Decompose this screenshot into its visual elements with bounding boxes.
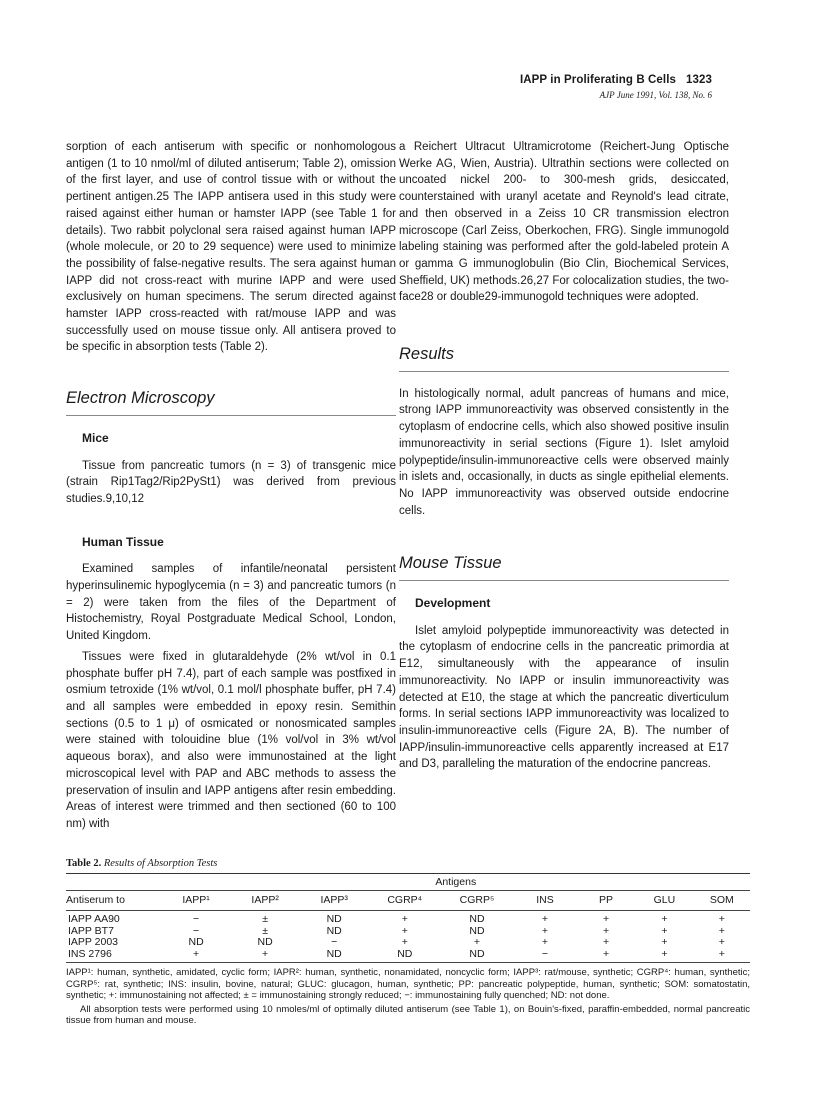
table-cell: + xyxy=(231,949,300,963)
table-row xyxy=(66,911,750,926)
column-header: CGRP⁵ xyxy=(441,891,513,911)
column-header-antiserum: Antiserum to xyxy=(66,891,162,911)
table-cell: + xyxy=(661,924,668,937)
table-row xyxy=(66,926,750,938)
column-header: CGRP⁴ xyxy=(369,891,441,911)
column-header: IAPP³ xyxy=(300,891,369,911)
table-cell: + xyxy=(401,936,408,948)
table-cell: ± xyxy=(262,913,268,925)
subheading-human-tissue: Human Tissue xyxy=(82,534,164,549)
journal-line: AJP June 1991, Vol. 138, No. 6 xyxy=(599,90,712,100)
table-cell: − xyxy=(193,913,200,925)
table-footnote-abbreviations: IAPP¹: human, synthetic, amidated, cyclic form; IAPR²: human, synthetic, nonamidated, noncyclic form; IAPP³: rat/mouse, synthetic; CGRP⁴: human, synthetic; CGRP⁵: rat, synthetic; INS: insulin, bovine, natural; GLUC: glucagon, human, synthetic; PP: pancreatic polypeptide, human, synthetic; SOM: somatostatin, synthetic; +: immunostaining not affected; ± = immunostaining strongly reduced; −: immunostaining fully quenched; ND: not done. xyxy=(66,967,750,1001)
table-cell: + xyxy=(635,949,693,963)
right-column xyxy=(399,139,729,773)
table-cell: ND xyxy=(326,913,342,925)
paragraph-absorption: sorption of each antiserum with specific or nonhomologous antigen (1 to 10 nmol/ml of diluted antiserum; Table 2), omission of the first layer, and use of control tissue with or without the pertinent antigen.25 The IAPP antisera used in this study were raised against either human or hamster IAPP (see Table 1 for details). Two rabbit polyclonal sera raised against human IAPP (whole molecule, or 20 to 29 sequence) were used to minimize the possibility of false-negative results. The sera against human IAPP did not cross-react with murine IAPP and were used exclusively on human specimens. The serum directed against hamster IAPP cross-reacted with rat/mouse IAPP and was successfully used on mouse tissue only. All antisera proved to be specific in absorption tests (Table 2). xyxy=(66,141,396,354)
table-cell: + xyxy=(401,913,408,925)
table-row xyxy=(66,937,750,949)
table-cell: ND xyxy=(469,913,485,925)
table-cell: ND xyxy=(257,936,273,948)
heading-mouse-tissue: Mouse Tissue xyxy=(399,554,502,573)
table-cell: + xyxy=(718,924,725,937)
paragraph-tissue-fixation: Tissues were fixed in glutaraldehyde (2% wt/vol in 0.1 phosphate buffer pH 7.4), part of each sample was postfixed in osmium tetroxide (1% wt/vol, 0.1 mol/l phosphate buffer, pH 7.4) and all samples were embedded in epoxy resin. Semithin sections (0.5 to 1 μ) of osmicated or nonosmicated samples were stained with tolouidine blue (1% vol/vol in 3% wt/vol aqueous borax), and also were immunostained at the light microscopical level with PAP and ABC methods to assess the preservation of insulin and IAPP antigens after resin embedding. Areas of interest were trimmed and then sectioned (60 to 100 nm) with xyxy=(66,650,396,830)
table-cell: + xyxy=(162,949,231,963)
table-2-block xyxy=(66,858,750,1027)
paragraph-ultramicrotome: a Reichert Ultracut Ultramicrotome (Reichert-Jung Optische Werke AG, Wien, Austria). Ultrathin sections were collected on uncoated nickel 200- to 300-mesh grids, desiccated, counterstained with uranyl acetate and Reynold's lead citrate, and then observed in a Zeiss 10 CR transmission electron microscope (Carl Zeiss, Oberkochen, FRG). Single immunogold labeling staining was performed after the gold-labeled protein A or gamma G immunoglobulin (Bio Clin, Biochemical Services, Sheffield, UK) methods.26,27 For colocalization studies, the two-face28 or double29-immunogold techniques were adopted. xyxy=(399,141,729,304)
table-cell: + xyxy=(473,936,481,948)
running-header xyxy=(520,74,712,86)
table-cell: + xyxy=(401,924,408,937)
page-number: 1323 xyxy=(686,74,712,86)
table-footnotes xyxy=(66,967,750,1027)
table-label: Table 2. xyxy=(66,858,102,869)
table-cell: + xyxy=(602,924,610,937)
paragraph-results: In histologically normal, adult pancreas of humans and mice, strong IAPP immunoreactivity was observed consistently in the cytoplasm of endocrine cells, which also showed positive insulin immunoreactivity in serial sections (Figure 1). Islet amyloid polypeptide/insulin-immunoreactive cells were observed mainly in islets and, occasionally, in ducts as single epithelial elements. No IAPP immunoreactivity was observed outside endocrine cells. xyxy=(399,387,729,517)
paragraph-development: Islet amyloid polypeptide immunoreactivity was detected in the cytoplasm of endocrine cells in the pancreatic primordia at E12, simultaneously with the appearance of insulin immunoreactivity. No IAPP or insulin immunoreactivity was detected at E10, the stage at which the pancreatic diverticulum forms. In serial sections IAPP immunoreactivity was localized to insulin-immunoreactive cells (Figure 2A, B). The number of IAPP/insulin-immunoreactive cells apparently increased at E17 and D3, paralleling the maturation of the endocrine pancreas. xyxy=(399,624,729,771)
table-cell: ND xyxy=(300,949,369,963)
table-cell: + xyxy=(577,949,635,963)
row-label: INS 2796 xyxy=(66,949,162,963)
paragraph-human-samples: Examined samples of infantile/neonatal persistent hyperinsulinemic hypoglycemia (n = 3) and pancreatic tumors (n = 2) were taken from the files of the Department of Histochemistry, Royal Postgraduate Medical School, London, United Kingdom. xyxy=(66,563,396,643)
table-cell: − xyxy=(513,949,577,963)
table-cell: ND xyxy=(188,936,204,948)
table-cell: ND xyxy=(469,924,485,937)
table-cell: ND xyxy=(369,949,441,963)
column-header: IAPP² xyxy=(231,891,300,911)
table-cell: + xyxy=(661,913,668,925)
table-footnote-note: All absorption tests were performed using 10 nmoles/ml of optimally diluted antiserum (see Table 1), on Bouin's-fixed, paraffin-embedded, normal pancreatic tissue from human and mouse. xyxy=(66,1003,750,1026)
column-header: SOM xyxy=(694,891,750,911)
table-cell: ± xyxy=(262,924,268,937)
table-cell: + xyxy=(541,924,549,937)
left-column xyxy=(66,139,396,833)
table-caption: Results of Absorption Tests xyxy=(103,858,218,869)
table-cell: ND xyxy=(326,924,342,937)
table-title xyxy=(66,858,750,869)
column-header: INS xyxy=(513,891,577,911)
table-cell: − xyxy=(193,924,200,937)
row-label: IAPP BT7 xyxy=(68,924,114,937)
table-cell: + xyxy=(661,936,668,948)
subheading-development: Development xyxy=(415,596,491,611)
table-cell: + xyxy=(718,936,725,948)
table-cell: + xyxy=(541,913,549,925)
row-label: IAPP AA90 xyxy=(68,913,120,925)
running-title: IAPP in Proliferating B Cells xyxy=(519,74,677,86)
table-cell: ND xyxy=(441,949,513,963)
table-cell: + xyxy=(602,913,610,925)
subheading-mice: Mice xyxy=(82,430,109,445)
column-header: GLU xyxy=(635,891,693,911)
row-label: IAPP 2003 xyxy=(68,936,119,948)
table-cell: − xyxy=(331,936,338,948)
table-cell: + xyxy=(694,949,750,963)
table-cell: + xyxy=(541,936,549,948)
table-cell: + xyxy=(602,936,610,948)
heading-results: Results xyxy=(399,345,455,364)
column-header: PP xyxy=(577,891,635,911)
paragraph-mice: Tissue from pancreatic tumors (n = 3) of transgenic mice (strain Rip1Tag2/Rip2PySt1) was derived from previous studies.9,10,12 xyxy=(66,459,396,505)
absorption-table xyxy=(66,873,750,963)
heading-electron-microscopy: Electron Microscopy xyxy=(66,389,215,408)
antigens-group-header: Antigens xyxy=(162,874,750,891)
table-cell: + xyxy=(718,913,725,925)
column-header: IAPP¹ xyxy=(162,891,231,911)
table-row xyxy=(66,949,750,963)
